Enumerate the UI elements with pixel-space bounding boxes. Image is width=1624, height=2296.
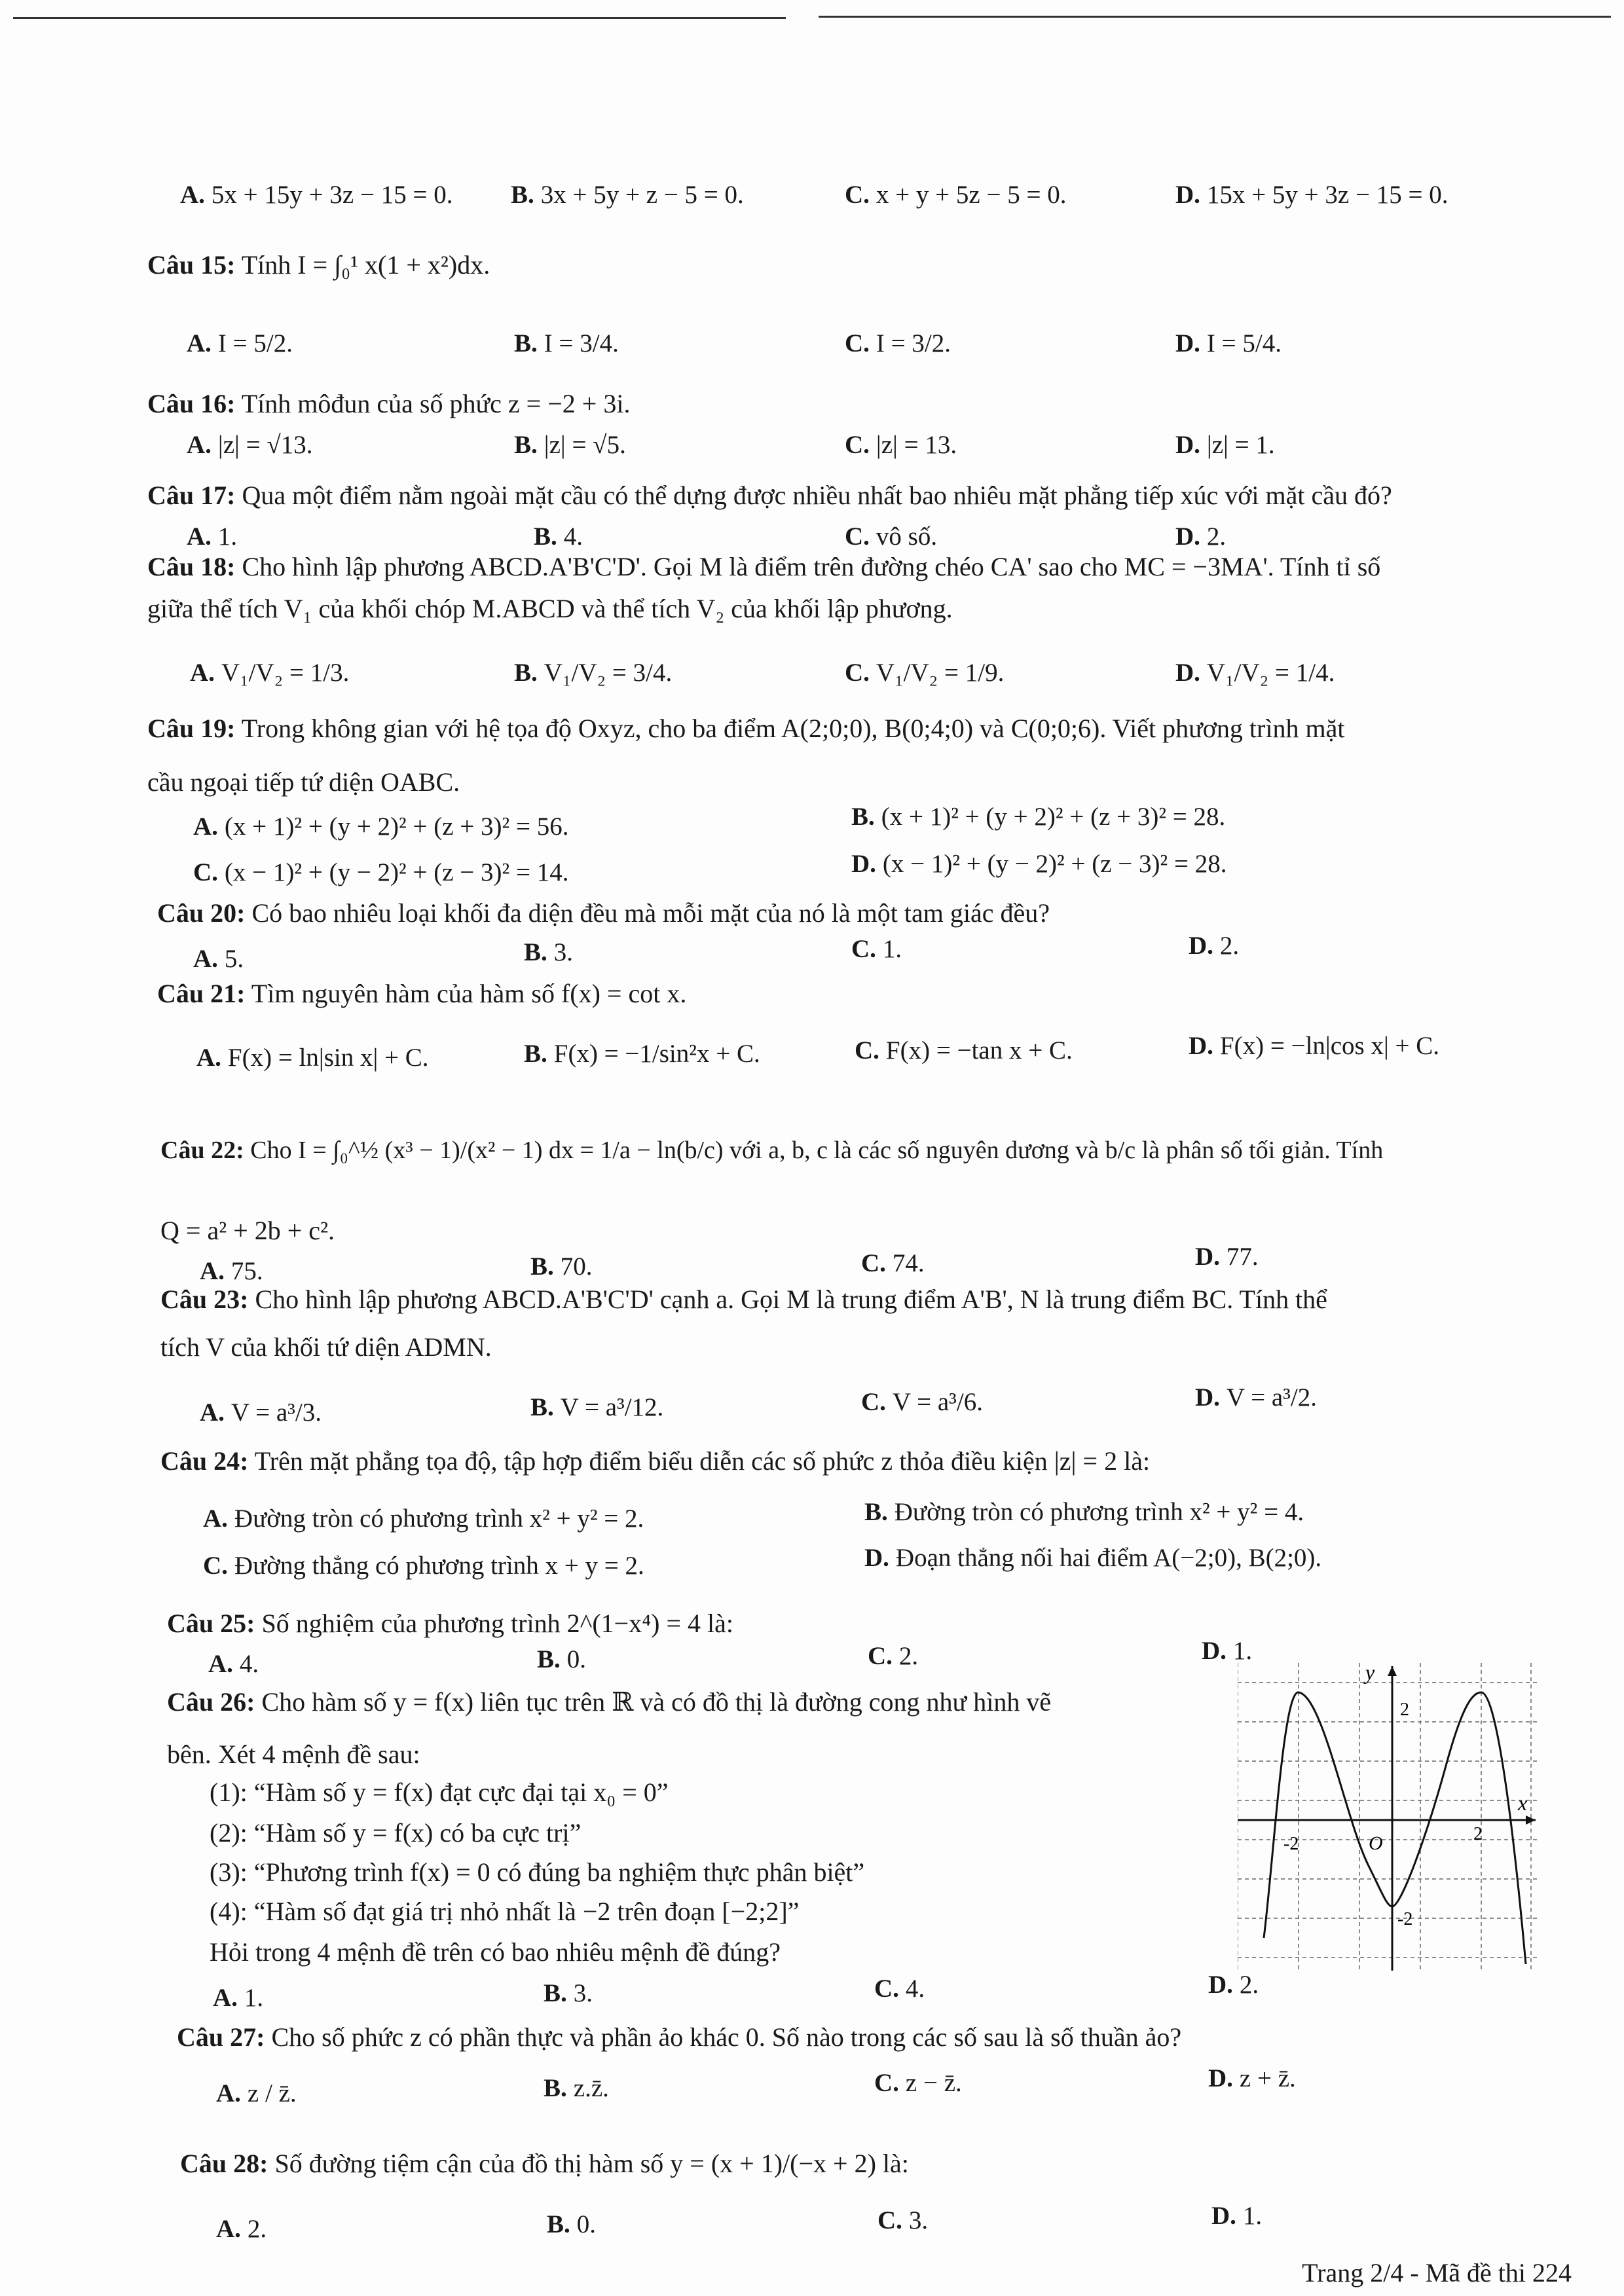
q26-option-c: C. 4. [874,1975,925,2003]
q17-option-d: D. 2. [1175,522,1227,551]
q24-stem: Câu 24: Trên mặt phẳng tọa độ, tập hợp điểm biểu diễn các số phức z thỏa điều kiện |z| = 2 là: [160,1446,1151,1476]
q23-option-b: B. V = a³/12. [530,1393,664,1421]
q26-statement-1: (1): “Hàm số y = f(x) đạt cực đại tại x₀ = 0” [210,1777,669,1807]
q21-option-b: B. F(x) = −1/sin²x + C. [524,1040,760,1068]
graph-y-label: y [1365,1663,1375,1684]
q22-option-c: C. 74. [861,1249,925,1277]
q28-option-a: A. 2. [216,2215,267,2243]
q19-option-c: C. (x − 1)² + (y − 2)² + (z − 3)² = 14. [193,858,569,886]
q16-option-c: C. |z| = 13. [845,431,957,459]
q25-option-d: D. 1. [1202,1637,1253,1665]
q22-stem-line2: Q = a² + 2b + c². [160,1216,335,1245]
graph-tick-x-neg: -2 [1283,1834,1299,1854]
q16-stem: Câu 16: Tính môđun của số phức z = −2 + 3i. [147,389,631,418]
q21-stem: Câu 21: Tìm nguyên hàm của hàm số f(x) = cot x. [157,979,687,1008]
q22-option-b: B. 70. [530,1252,593,1281]
top-rule [13,17,786,19]
q19-option-a: A. (x + 1)² + (y + 2)² + (z + 3)² = 56. [193,812,569,841]
q24-option-c: C. Đường thẳng có phương trình x + y = 2. [203,1552,644,1580]
q23-option-a: A. V = a³/3. [200,1398,322,1427]
q25-stem: Câu 25: Số nghiệm của phương trình 2^(1−x⁴) = 4 là: [167,1609,734,1638]
q26-stem-line1: Câu 26: Cho hàm số y = f(x) liên tục trên ℝ và có đồ thị là đường cong như hình vẽ [167,1687,1052,1717]
q15-option-c: C. I = 3/2. [845,329,951,357]
page-footer: Trang 2/4 - Mã đề thi 224 [1302,2258,1572,2287]
q18-option-a: A. V₁/V₂ = 1/3. [190,659,350,687]
graph-tick-x-pos: 2 [1473,1824,1483,1844]
q19-stem-line2: cầu ngoại tiếp tứ diện OABC. [147,767,460,797]
q15-option-d: D. I = 5/4. [1175,329,1282,357]
q18-option-c: C. V₁/V₂ = 1/9. [845,659,1005,687]
q26-option-d: D. 2. [1208,1971,1259,1999]
q26-graph [1238,1663,1539,1971]
q23-option-c: C. V = a³/6. [861,1388,983,1416]
q20-option-b: B. 3. [524,938,574,966]
q27-option-b: B. z.z̄. [544,2074,609,2102]
q24-option-b: B. Đường tròn có phương trình x² + y² = 4. [864,1498,1304,1526]
q17-option-a: A. 1. [187,522,238,551]
q25-option-c: C. 2. [868,1642,919,1670]
q27-option-a: A. z / z̄. [216,2079,297,2107]
q27-option-c: C. z − z̄. [874,2069,962,2097]
q22-option-a: A. 75. [200,1257,263,1285]
q24-option-d: D. Đoạn thẳng nối hai điểm A(−2;0), B(2;0). [864,1544,1322,1572]
q26-statement-2: (2): “Hàm số y = f(x) có ba cực trị” [210,1818,581,1848]
q18-stem-line1: Câu 18: Cho hình lập phương ABCD.A'B'C'D'. Gọi M là điểm trên đường chéo CA' sao cho MC = −3MA'. Tính tỉ số [147,552,1381,581]
q19-stem-line1: Câu 19: Trong không gian với hệ tọa độ Oxyz, cho ba điểm A(2;0;0), B(0;4;0) và C(0;0;6). Viết phương trình mặt [147,714,1345,743]
q19-option-b: B. (x + 1)² + (y + 2)² + (z + 3)² = 28. [851,803,1226,831]
q15-stem: Câu 15: Tính I = ∫₀¹ x(1 + x²)dx. [147,250,490,280]
q23-option-d: D. V = a³/2. [1195,1383,1317,1412]
q14-option-c: C. x + y + 5z − 5 = 0. [845,181,1067,209]
q22-stem-line1: Câu 22: Cho I = ∫₀^½ (x³ − 1)/(x² − 1) dx = 1/a − ln(b/c) với a, b, c là các số nguyên dương và b/c là phân số tối giản. Tính [160,1137,1384,1164]
q26-question: Hỏi trong 4 mệnh đề trên có bao nhiêu mệnh đề đúng? [210,1937,781,1967]
q14-option-a: A. 5x + 15y + 3z − 15 = 0. [180,181,453,209]
q22-option-d: D. 77. [1195,1243,1259,1271]
graph-grid [1238,1663,1539,1971]
graph-origin-label: O [1369,1832,1383,1854]
q23-stem-line1: Câu 23: Cho hình lập phương ABCD.A'B'C'D' cạnh a. Gọi M là trung điểm A'B', N là trung điểm BC. Tính thể [160,1285,1327,1314]
q26-option-b: B. 3. [544,1979,593,2007]
q15-option-b: B. I = 3/4. [514,329,619,357]
q14-option-d: D. 15x + 5y + 3z − 15 = 0. [1175,181,1449,209]
top-rule-right [819,16,1611,18]
q17-stem: Câu 17: Qua một điểm nằm ngoài mặt cầu có thể dựng được nhiều nhất bao nhiêu mặt phẳng tiếp xúc với mặt cầu đó? [147,481,1392,510]
q14-option-b: B. 3x + 5y + z − 5 = 0. [511,181,744,209]
q16-option-d: D. |z| = 1. [1175,431,1275,459]
q28-option-d: D. 1. [1211,2202,1263,2230]
q17-option-c: C. vô số. [845,522,938,551]
q20-option-a: A. 5. [193,945,244,973]
q21-option-a: A. F(x) = ln|sin x| + C. [196,1044,429,1072]
q28-option-b: B. 0. [547,2210,597,2238]
q16-option-a: A. |z| = √13. [187,431,313,459]
q18-option-b: B. V₁/V₂ = 3/4. [514,659,673,687]
curve [1264,1692,1526,1964]
q26-option-a: A. 1. [213,1984,264,2012]
q20-option-d: D. 2. [1189,932,1240,960]
y-axis-arrow [1388,1666,1397,1676]
q23-stem-line2: tích V của khối tứ diện ADMN. [160,1332,492,1362]
q25-option-b: B. 0. [537,1645,587,1673]
q25-option-a: A. 4. [208,1650,259,1678]
q27-stem: Câu 27: Cho số phức z có phần thực và phần ảo khác 0. Số nào trong các số sau là số thuần ảo? [177,2022,1182,2052]
q24-option-a: A. Đường tròn có phương trình x² + y² = 2. [203,1504,644,1533]
q19-option-d: D. (x − 1)² + (y − 2)² + (z − 3)² = 28. [851,850,1227,878]
graph-x-label: x [1518,1791,1528,1815]
q15-option-a: A. I = 5/2. [187,329,293,357]
q28-stem: Câu 28: Số đường tiệm cận của đồ thị hàm số y = (x + 1)/(−x + 2) là: [180,2149,909,2178]
q27-option-d: D. z + z̄. [1208,2064,1296,2092]
q20-option-c: C. 1. [851,935,902,963]
q26-stem-line2: bên. Xét 4 mệnh đề sau: [167,1740,420,1769]
q18-option-d: D. V₁/V₂ = 1/4. [1175,659,1335,687]
q18-stem-line2: giữa thể tích V₁ của khối chóp M.ABCD và thể tích V₂ của khối lập phương. [147,594,953,623]
q20-stem: Câu 20: Có bao nhiêu loại khối đa diện đều mà mỗi mặt của nó là một tam giác đều? [157,898,1050,928]
q21-option-d: D. F(x) = −ln|cos x| + C. [1189,1032,1440,1060]
q21-option-c: C. F(x) = −tan x + C. [855,1036,1073,1065]
q28-option-c: C. 3. [877,2206,929,2234]
graph-tick-y-neg: -2 [1397,1909,1413,1929]
q26-statement-4: (4): “Hàm số đạt giá trị nhỏ nhất là −2 trên đoạn [−2;2]” [210,1897,800,1926]
q16-option-b: B. |z| = √5. [514,431,626,459]
graph-tick-y-pos: 2 [1400,1700,1409,1720]
q26-statement-3: (3): “Phương trình f(x) = 0 có đúng ba nghiệm thực phân biệt” [210,1857,865,1887]
q17-option-b: B. 4. [534,522,583,551]
